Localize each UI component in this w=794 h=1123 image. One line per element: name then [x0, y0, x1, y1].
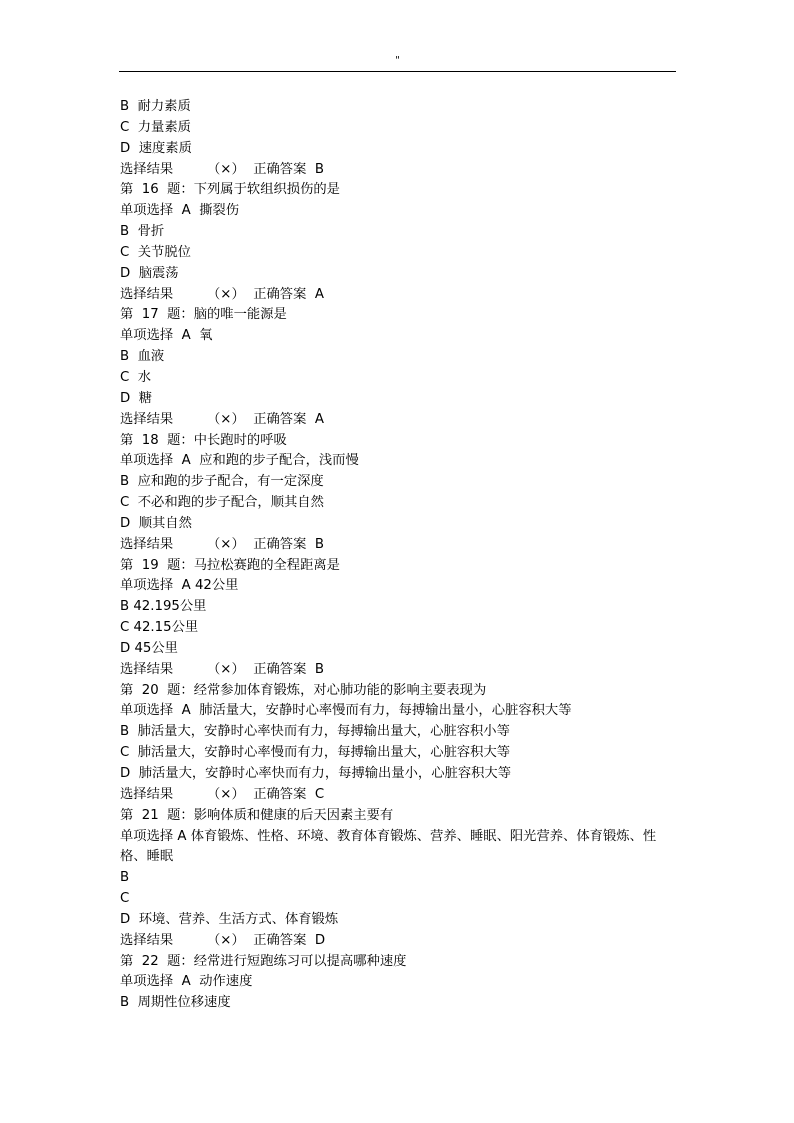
option-line: C 力量素质: [120, 119, 191, 135]
result-line: 选择结果 （×） 正确答案 B: [120, 536, 324, 552]
option-line: 单项选择 A 体育锻炼、性格、环境、教育体育锻炼、营养、睡眠、阳光营养、体育锻炼、性格、睡眠: [120, 828, 657, 865]
option-line: D 糖: [120, 390, 152, 406]
option-line: 单项选择 A 肺活量大，安静时心率慢而有力，每搏输出量小，心脏容积大等: [120, 703, 572, 719]
option-line: B: [120, 870, 130, 886]
header-mark: ": [395, 55, 400, 66]
option-line: B 耐力素质: [120, 99, 191, 114]
option-line: D 环境、营养、生活方式、体育锻炼: [120, 911, 339, 927]
header-rule: [119, 71, 676, 72]
page-header: [119, 52, 676, 72]
option-line: B 应和跑的步子配合，有一定深度: [120, 474, 324, 490]
option-line: B 肺活量大，安静时心率快而有力，每搏输出量大，心脏容积小等: [120, 724, 510, 740]
result-line: 选择结果 （×） 正确答案 D: [120, 932, 326, 948]
option-line: 单项选择 A 氧: [120, 328, 213, 344]
option-line: B 42.195公里: [120, 599, 207, 615]
result-line: 选择结果 （×） 正确答案 A: [120, 286, 324, 302]
option-line: D 45公里: [120, 640, 178, 656]
option-line: B 周期性位移速度: [120, 995, 231, 1011]
option-line: D 脑震荡: [120, 265, 179, 281]
question-line: 第 20 题：经常参加体育锻炼，对心肺功能的影响主要表现为: [120, 682, 487, 698]
question-line: 第 22 题：经常进行短跑练习可以提高哪种速度: [120, 953, 407, 969]
option-line: B 骨折: [120, 224, 165, 240]
result-line: 选择结果 （×） 正确答案 A: [120, 411, 324, 427]
option-line: 单项选择 A 撕裂伤: [120, 203, 240, 219]
option-line: B 血液: [120, 349, 165, 365]
question-line: 第 21 题：影响体质和健康的后天因素主要有: [120, 807, 394, 823]
option-line: 单项选择 A 动作速度: [120, 974, 253, 990]
option-line: C 42.15公里: [120, 620, 199, 636]
result-line: 选择结果 （×） 正确答案 B: [120, 161, 324, 177]
option-line: D 顺其自然: [120, 515, 192, 531]
option-line: C 水: [120, 369, 152, 385]
result-line: 选择结果 （×） 正确答案 B: [120, 661, 324, 677]
option-line: 单项选择 A 应和跑的步子配合，浅而慢: [120, 453, 359, 469]
option-line: C 肺活量大，安静时心率慢而有力，每搏输出量大，心脏容积大等: [120, 745, 511, 761]
result-line: 选择结果 （×） 正确答案 C: [120, 786, 325, 802]
question-line: 第 18 题：中长跑时的呼吸: [120, 432, 287, 448]
option-line: C 关节脱位: [120, 244, 191, 260]
question-line: 第 16 题：下列属于软组织损伤的是: [120, 182, 340, 198]
option-line: D 速度素质: [120, 140, 192, 156]
option-line: C: [120, 891, 130, 907]
question-line: 第 19 题：马拉松赛跑的全程距离是: [120, 557, 340, 573]
option-line: D 肺活量大，安静时心率快而有力，每搏输出量小，心脏容积大等: [120, 766, 512, 781]
question-line: 第 17 题：脑的唯一能源是: [120, 307, 287, 323]
option-line: 单项选择 A 42公里: [120, 578, 239, 594]
document-body: [120, 97, 676, 1014]
option-line: C 不必和跑的步子配合，顺其自然: [120, 495, 324, 511]
